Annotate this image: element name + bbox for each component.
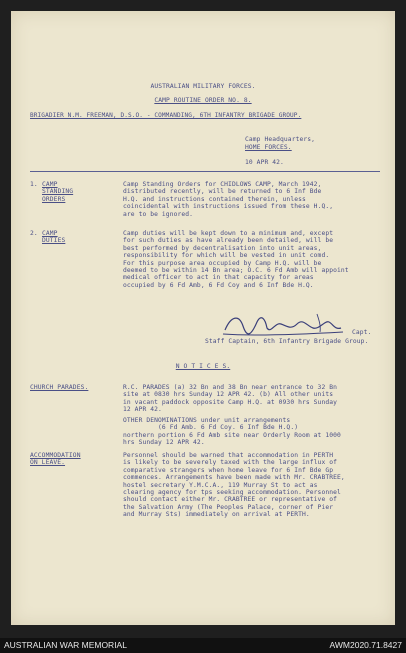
footer-bar xyxy=(0,638,406,653)
item-number: 1. xyxy=(30,181,38,188)
notice-body: R.C. PARADES (a) 32 Bn and 38 Bn near entrance to 32 Bn site at 0830 hrs Sunday 12 APR 42. (b) All other units in vacant paddock opposite Camp H.Q. at 0930 hrs Sunday 12 APR 42. xyxy=(123,384,338,414)
item-title: CAMP DUTIES xyxy=(42,230,66,245)
divider xyxy=(30,171,380,172)
footer-accession: AWM2020.71.8427 xyxy=(329,640,402,650)
item-title: CAMP STANDING ORDERS xyxy=(42,181,74,203)
commander-line: BRIGADIER N.M. FREEMAN, D.S.O. - COMMANDING, 6TH INFANTRY BRIGADE GROUP. xyxy=(30,112,302,119)
notice-title: ACCOMMODATION ON LEAVE. xyxy=(30,452,81,467)
notice-body-2: OTHER DENOMINATIONS under unit arrangements (6 Fd Amb. 6 Fd Coy. 6 Inf Bde H.Q.) northern portion 6 Fd Amb site near Orderly Room at 1000 hrs Sunday 12 APR 42. xyxy=(123,417,341,447)
document-page xyxy=(11,11,395,625)
item-number: 2. xyxy=(30,230,38,237)
order-title: CAMP ROUTINE ORDER NO. 8. xyxy=(154,97,252,104)
footer-source: AUSTRALIAN WAR MEMORIAL xyxy=(4,640,127,650)
item-body: Camp Standing Orders for CHIDLOWS CAMP, March 1942, distributed recently, will be returned to 6 Inf Bde H.Q. and instructions contained therein, unless coincidental with instructions issued from these H.Q., are to be ignored. xyxy=(123,181,334,218)
item-body: Camp duties will be kept down to a minimum and, except for such duties as have already been detailed, will be best performed by decentralisation into unit areas, responsibility for which will be vested in unit comd. For this purpose area occupied by Camp H.Q. will be deemed to be within 14 Bn area; O.C. 6 Fd Amb will appoint medical officer to act in that capacity for areas occupied by 6 Fd Amb, 6 Fd Coy and 6 Inf Bde H.Q. xyxy=(123,230,349,289)
notices-heading: N O T I C E S. xyxy=(175,363,231,370)
document-heading: AUSTRALIAN MILITARY FORCES. xyxy=(150,83,256,90)
signature-rank: Capt. xyxy=(352,329,372,336)
order-date: 10 APR 42. xyxy=(245,159,284,166)
location-line-2: HOME FORCES. xyxy=(245,144,292,151)
notice-body: Personnel should be warned that accommodation in PERTH is likely to be severely taxed with the large influx of comparative strangers when home leave for 6 Inf Bde Gp commences. Arrangements have been made with Mr. CRABTREE, hostel secretary Y.M.C.A., 119 Murray St to act as clearing agency for tps seeking accommodation. Personnel should contact either Mr. CRABTREE or representative of the Salvation Army (The Peoples Palace, corner of Pier and Murray Sts) immediately on arrival at PERTH. xyxy=(123,452,345,519)
signature-title: Staff Captain, 6th Infantry Brigade Group. xyxy=(205,338,369,345)
location-line-1: Camp Headquarters, xyxy=(245,136,316,143)
notice-title: CHURCH PARADES. xyxy=(30,384,89,391)
